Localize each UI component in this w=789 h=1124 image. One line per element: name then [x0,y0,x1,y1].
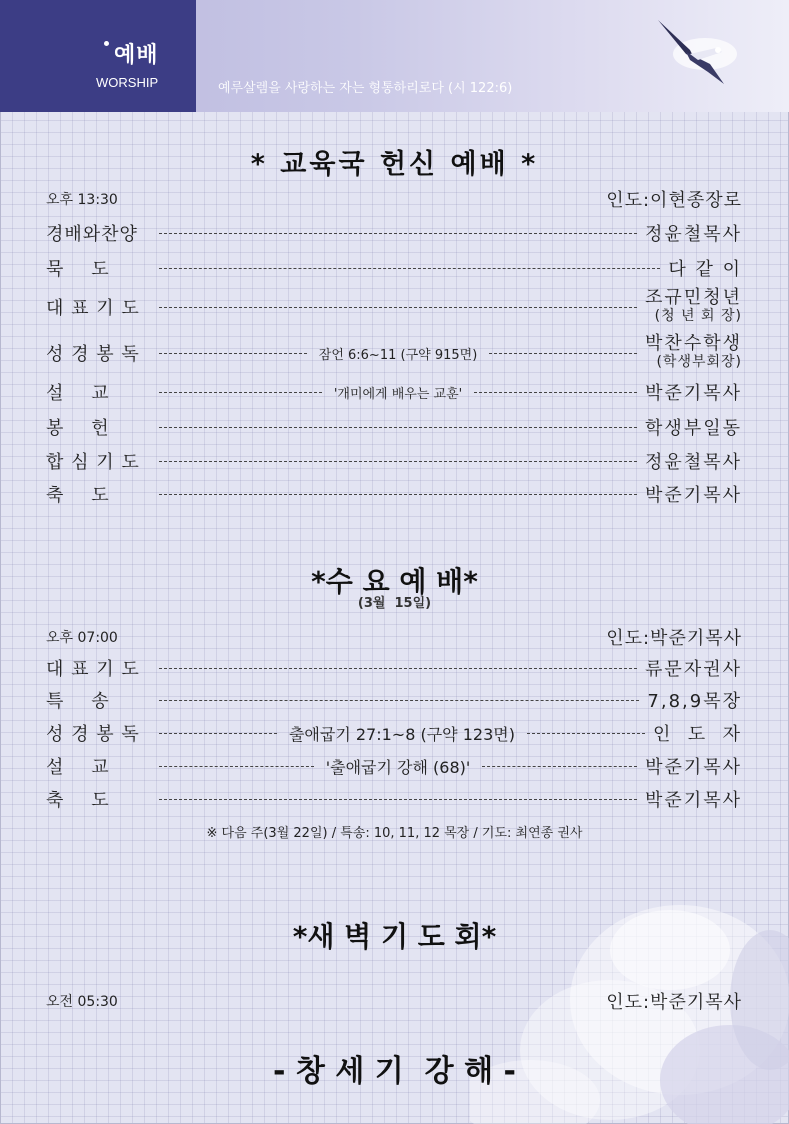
dashed-leader [159,461,637,462]
worship-logo [0,0,196,112]
header-verse: 예루살렘을 사랑하는 자는 형통하리로다 (시 122:6) [218,81,513,96]
program-label: 봉 헌 [46,418,110,439]
program-label: 묵 도 [46,259,110,280]
program-label: 경배와찬양 [46,224,138,245]
dashed-leader [159,268,660,269]
next-week-note: ※ 다음 주(3월 22일) / 특송: 10, 11, 12 목장 / 기도: 최연종 권사 [206,826,583,841]
program-row [46,480,742,508]
service-time-row [46,624,742,650]
dashed-leader [159,700,639,701]
section-title-wednesday-service: *수 요 예 배* [311,565,478,598]
service-time: 오후 13:30 [46,192,118,208]
program-label: 축 도 [46,790,110,811]
program-row [46,654,742,682]
program-value: 인 도 자 [652,724,742,745]
program-detail: '출애굽기 강해 (68)' [325,757,471,777]
dawn-prayer-subtitle: - 창 세 기 강 해 - [273,1054,516,1089]
program-value-note: (학생부회장) [656,354,742,370]
dashed-leader [159,799,637,800]
program-row [46,785,742,813]
program-label: 축 도 [46,485,110,506]
program-label: 합 심 기 도 [46,452,140,473]
logo-dot-icon [104,41,109,46]
service-leader: 인도:박준기목사 [606,992,742,1013]
program-label: 성 경 봉 독 [46,344,140,365]
program-row [46,254,742,282]
dashed-leader [159,668,637,669]
program-value: 다 같 이 [668,259,742,280]
program-row [46,413,742,441]
dashed-leader [159,233,637,234]
dashed-leader [159,427,637,428]
program-value: 박준기목사 [645,383,743,404]
program-row [46,447,742,475]
program-row [46,752,742,780]
program-label: 설 교 [46,757,110,778]
dashed-leader [482,766,637,767]
program-label: 특 송 [46,691,110,712]
dashed-leader [489,353,637,354]
logo-subtitle: WORSHIP [96,75,159,90]
program-value: 류문자권사 [645,659,742,680]
program-value-stack [645,289,742,325]
dashed-leader [159,733,277,734]
program-label: 대 표 기 도 [46,659,140,680]
dashed-leader [527,733,645,734]
program-value: 학생부일동 [645,418,742,439]
program-value-stack [645,335,742,371]
program-row [46,219,742,247]
dashed-leader [159,392,322,393]
program-row [46,289,742,325]
program-value: 박준기목사 [645,757,743,778]
dashed-leader [159,494,637,495]
section-date: (3월 15일) [357,596,432,611]
program-row [46,686,742,714]
logo-title: 예배 [114,43,159,68]
service-time: 오후 07:00 [46,630,118,646]
program-value: 7,8,9목장 [647,691,742,712]
program-detail: 출애굽기 27:1~8 (구약 123면) [288,724,515,744]
section-title-youth-service: * 교육국 헌신 예배 * [250,149,539,180]
program-value: 박준기목사 [645,790,742,811]
service-leader: 인도:박준기목사 [606,628,742,649]
dashed-leader [159,766,314,767]
program-detail: 잠언 6:6~11 (구약 915면) [318,347,478,363]
program-label: 성 경 봉 독 [46,724,140,745]
program-value-note: (청 년 회 장) [654,308,742,324]
dashed-leader [474,392,637,393]
program-label: 설 교 [46,383,110,404]
service-time-row [46,186,742,212]
program-value: 정윤철목사 [645,224,742,245]
service-leader: 인도:이현종장로 [606,190,742,211]
header-banner [0,0,789,112]
program-label: 대 표 기 도 [46,298,140,319]
program-detail: '개미에게 배우는 교훈' [333,386,463,402]
dove-icon [650,14,740,94]
program-value: 박준기목사 [645,485,742,506]
program-row [46,378,742,406]
program-value: 조규민청년 [645,287,742,308]
dashed-leader [159,307,637,308]
program-value: 정윤철목사 [645,452,742,473]
dashed-leader [159,353,307,354]
section-title-dawn-prayer: *새 벽 기 도 회* [292,920,497,953]
service-time-row [46,988,742,1014]
program-row [46,335,742,371]
program-row [46,719,742,747]
program-value: 박찬수학생 [645,333,742,354]
service-time: 오전 05:30 [46,994,118,1010]
